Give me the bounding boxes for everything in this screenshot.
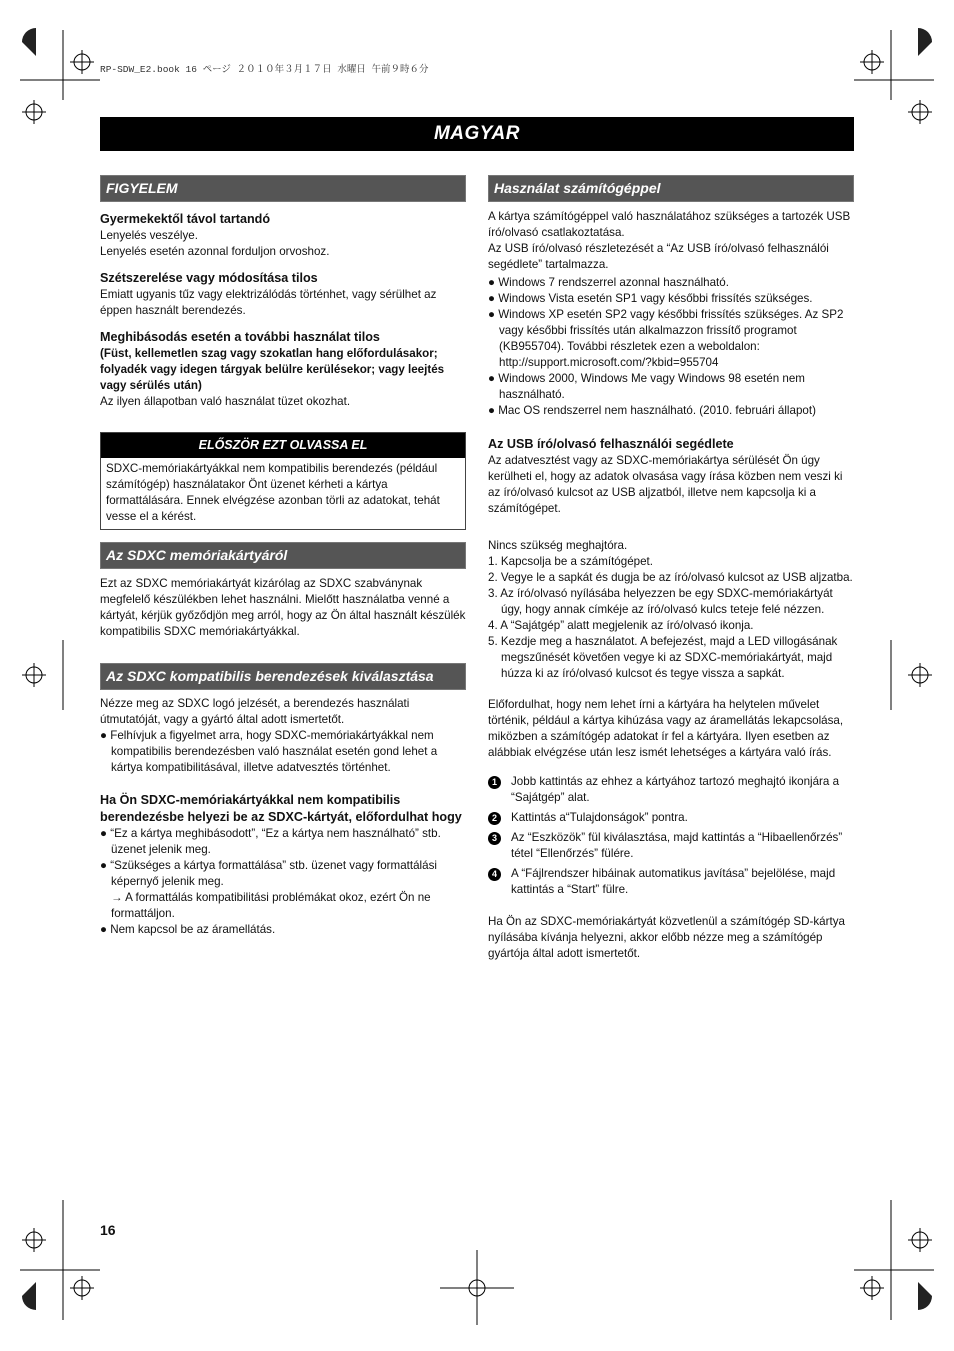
bullet-item: ● Windows 7 rendszerrel azonnal használható. xyxy=(488,276,729,289)
warning-heading: Gyermekektől távol tartandó xyxy=(100,212,271,226)
pc-intro: Az USB író/olvasó részletezését a “Az USB író/olvasó felhasználói segédlete” tartalmazza. xyxy=(488,242,829,271)
step-item: 2. Vegye le a sapkát és dugja be az író/olvasó kulcsot az USB aljzatba. xyxy=(488,571,853,584)
warning-heading: Szétszerelése vagy módosítása tilos xyxy=(100,271,318,285)
pc-intro: A kártya számítógéppel való használatához szükséges a tartozék USB író/olvasó csatlakoztatása. xyxy=(488,210,851,239)
bullet-item: ● Windows 2000, Windows Me vagy Windows 98 esetén nem használható. xyxy=(488,372,805,401)
first-read-text: SDXC-memóriakártyákkal nem kompatibilis berendezés (például számítógép) használatakor Önt üzenet kérheti a kártya formattálására. Ennek elvégzése azonban törli az adatokat, tehát vesse el a kérést. xyxy=(106,462,440,523)
book-header-line: RP-SDW_E2.book 16 ページ ２０１０年３月１７日 水曜日 午前９時６分 xyxy=(100,64,429,75)
circled-step: 4 A “Fájlrendszer hibáinak automatikus javítása” bejelölése, majd kattintás a “Start” fülre. xyxy=(488,866,854,898)
warning-text: Az ilyen állapotban való használat tüzet okozhat. xyxy=(100,395,351,408)
left-column xyxy=(100,175,466,938)
warning-bold-note: (Füst, kellemetlen szag vagy szokatlan hang előfordulásakor; folyadék vagy idegen tárgyak belülre kerülésekor; vagy leejtés vagy sérülés után) xyxy=(100,347,445,392)
section-pc-title: Használat számítógéppel xyxy=(488,175,854,202)
page-number: 16 xyxy=(100,1222,116,1238)
compat-text: Nézze meg az SDXC logó jelzését, a berendezés használati útmutatóját, vagy a gyártó által adott ismertetőt. xyxy=(100,697,410,726)
warning-text: Lenyelés veszélye. xyxy=(100,229,198,242)
about-text: Ezt az SDXC memóriakártyát kizárólag az SDXC szabványnak megfelelő készülékben lehet használni. Mielőtt használatba venné a kártyát, kérjük győződjön meg arról, hogy az Ön által használt készülék kompatibilis SDXC memóriakártyákkal. xyxy=(100,577,466,638)
usb-text: Előfordulhat, hogy nem lehet írni a kártyára ha helytelen művelet történik, például a kártya kihúzása vagy az áramellátás lekapcsolása, miközben a számítógép adatokat ír fel a kártyára. Ilyen esetben az alábbiak elvégzése után lesz ismét lehetséges a kártyára való írás. xyxy=(488,698,844,759)
bullet-item: ● Windows Vista esetén SP1 vagy későbbi frissítés szükséges. xyxy=(488,292,813,305)
usb-text: Ha Ön az SDXC-memóriakártyát közvetlenül a számítógép SD-kártya nyílásába kívánja helyezni, akkor előbb nézze meg a számítógép gyártója által adott ismertetőt. xyxy=(488,915,845,960)
warning-text: Emiatt ugyanis tűz vagy elektrizálódás történhet, vagy sérülhet az éppen használt berendezés. xyxy=(100,288,437,317)
first-read-title: ELŐSZÖR EZT OLVASSA EL xyxy=(101,433,465,458)
step-item: 4. A “Sajátgép” alatt megjelenik az író/olvasó ikonja. xyxy=(488,619,754,632)
warning-heading: Meghibásodás esetén a további használat tilos xyxy=(100,330,380,344)
usb-heading: Az USB író/olvasó felhasználói segédlete xyxy=(488,437,734,451)
circled-step: 1 Jobb kattintás az ehhez a kártyához tartozó meghajtó ikonjára a “Sajátgép” alat. xyxy=(488,774,854,806)
step-item: 3. Az író/olvasó nyílásába helyezzen be egy SDXC-memóriakártyát úgy, hogy annak címkéje az író/olvasó kulcs teteje felé nézzen. xyxy=(488,587,833,616)
circled-step: 2 Kattintás a“Tulajdonságok” pontra. xyxy=(488,810,854,826)
step-item: 1. Kapcsolja be a számítógépet. xyxy=(488,555,653,568)
section-compat-title: Az SDXC kompatibilis berendezések kiválasztása xyxy=(100,663,466,690)
section-figyelem-title: FIGYELEM xyxy=(100,175,466,202)
language-banner: MAGYAR xyxy=(100,117,854,151)
bullet-item: ● Nem kapcsol be az áramellátás. xyxy=(100,923,276,936)
bullet-item: ● “Ez a kártya meghibásodott”, “Ez a kártya nem használható” stb. üzenet jelenik meg. xyxy=(100,827,441,856)
circled-step: 3 Az “Eszközök” fül kiválasztása, majd kattintás a “Hibaellenőrzés” tétel “Ellenőrzés” fülére. xyxy=(488,830,854,862)
first-read-box xyxy=(100,432,466,530)
bullet-item: ● Mac OS rendszerrel nem használható. (2010. februári állapot) xyxy=(488,404,816,417)
usb-text: Az adatvesztést vagy az SDXC-memóriakártya sérülését Ön úgy kerülheti el, hogy az adatok olvasása vagy írása közben nem veszi ki az író/olvasó kulcsot az USB aljzatból, illetve nem kapcsolja ki a számítógépet. xyxy=(488,454,843,515)
step-item: 5. Kezdje meg a használatot. A befejezést, majd a LED villogásának megszűnését követően vegye ki az SDXC-memóriakártyát, majd húzza ki az író/olvasó kulcsot és tegye vissza a sapkát. xyxy=(488,635,838,680)
arrow-note: → A formattálás kompatibilitási problémákat okoz, ezért Ön ne formattáljon. xyxy=(111,891,431,920)
bullet-item: ● Felhívjuk a figyelmet arra, hogy SDXC-memóriakártyákkal nem kompatibilis berendezésben való használat esetén gond lehet a kártya kompatibilitásával, illetve adatvesztés történhet. xyxy=(100,729,438,774)
section-about-title: Az SDXC memóriakártyáról xyxy=(100,542,466,569)
warning-text: Lenyelés esetén azonnal forduljon orvoshoz. xyxy=(100,245,330,258)
compat-subheading: Ha Ön SDXC-memóriakártyákkal nem kompatibilis berendezésbe helyezi be az SDXC-kártyát, előfordulhat hogy xyxy=(100,793,462,824)
usb-text: Nincs szükség meghajtóra. xyxy=(488,539,628,552)
bullet-item: ● “Szükséges a kártya formattálása” stb. üzenet vagy formattálási képernyő jelenik meg. xyxy=(100,859,437,888)
right-column xyxy=(488,175,854,962)
bullet-item: ● Windows XP esetén SP2 vagy későbbi frissítés szükséges. Az SP2 vagy későbbi frissítés után alkalmazzon frissítő programot (KB955704). További részletek ezen a weboldalon: http://support.microsoft.com/?kbid=955704 xyxy=(488,308,844,369)
